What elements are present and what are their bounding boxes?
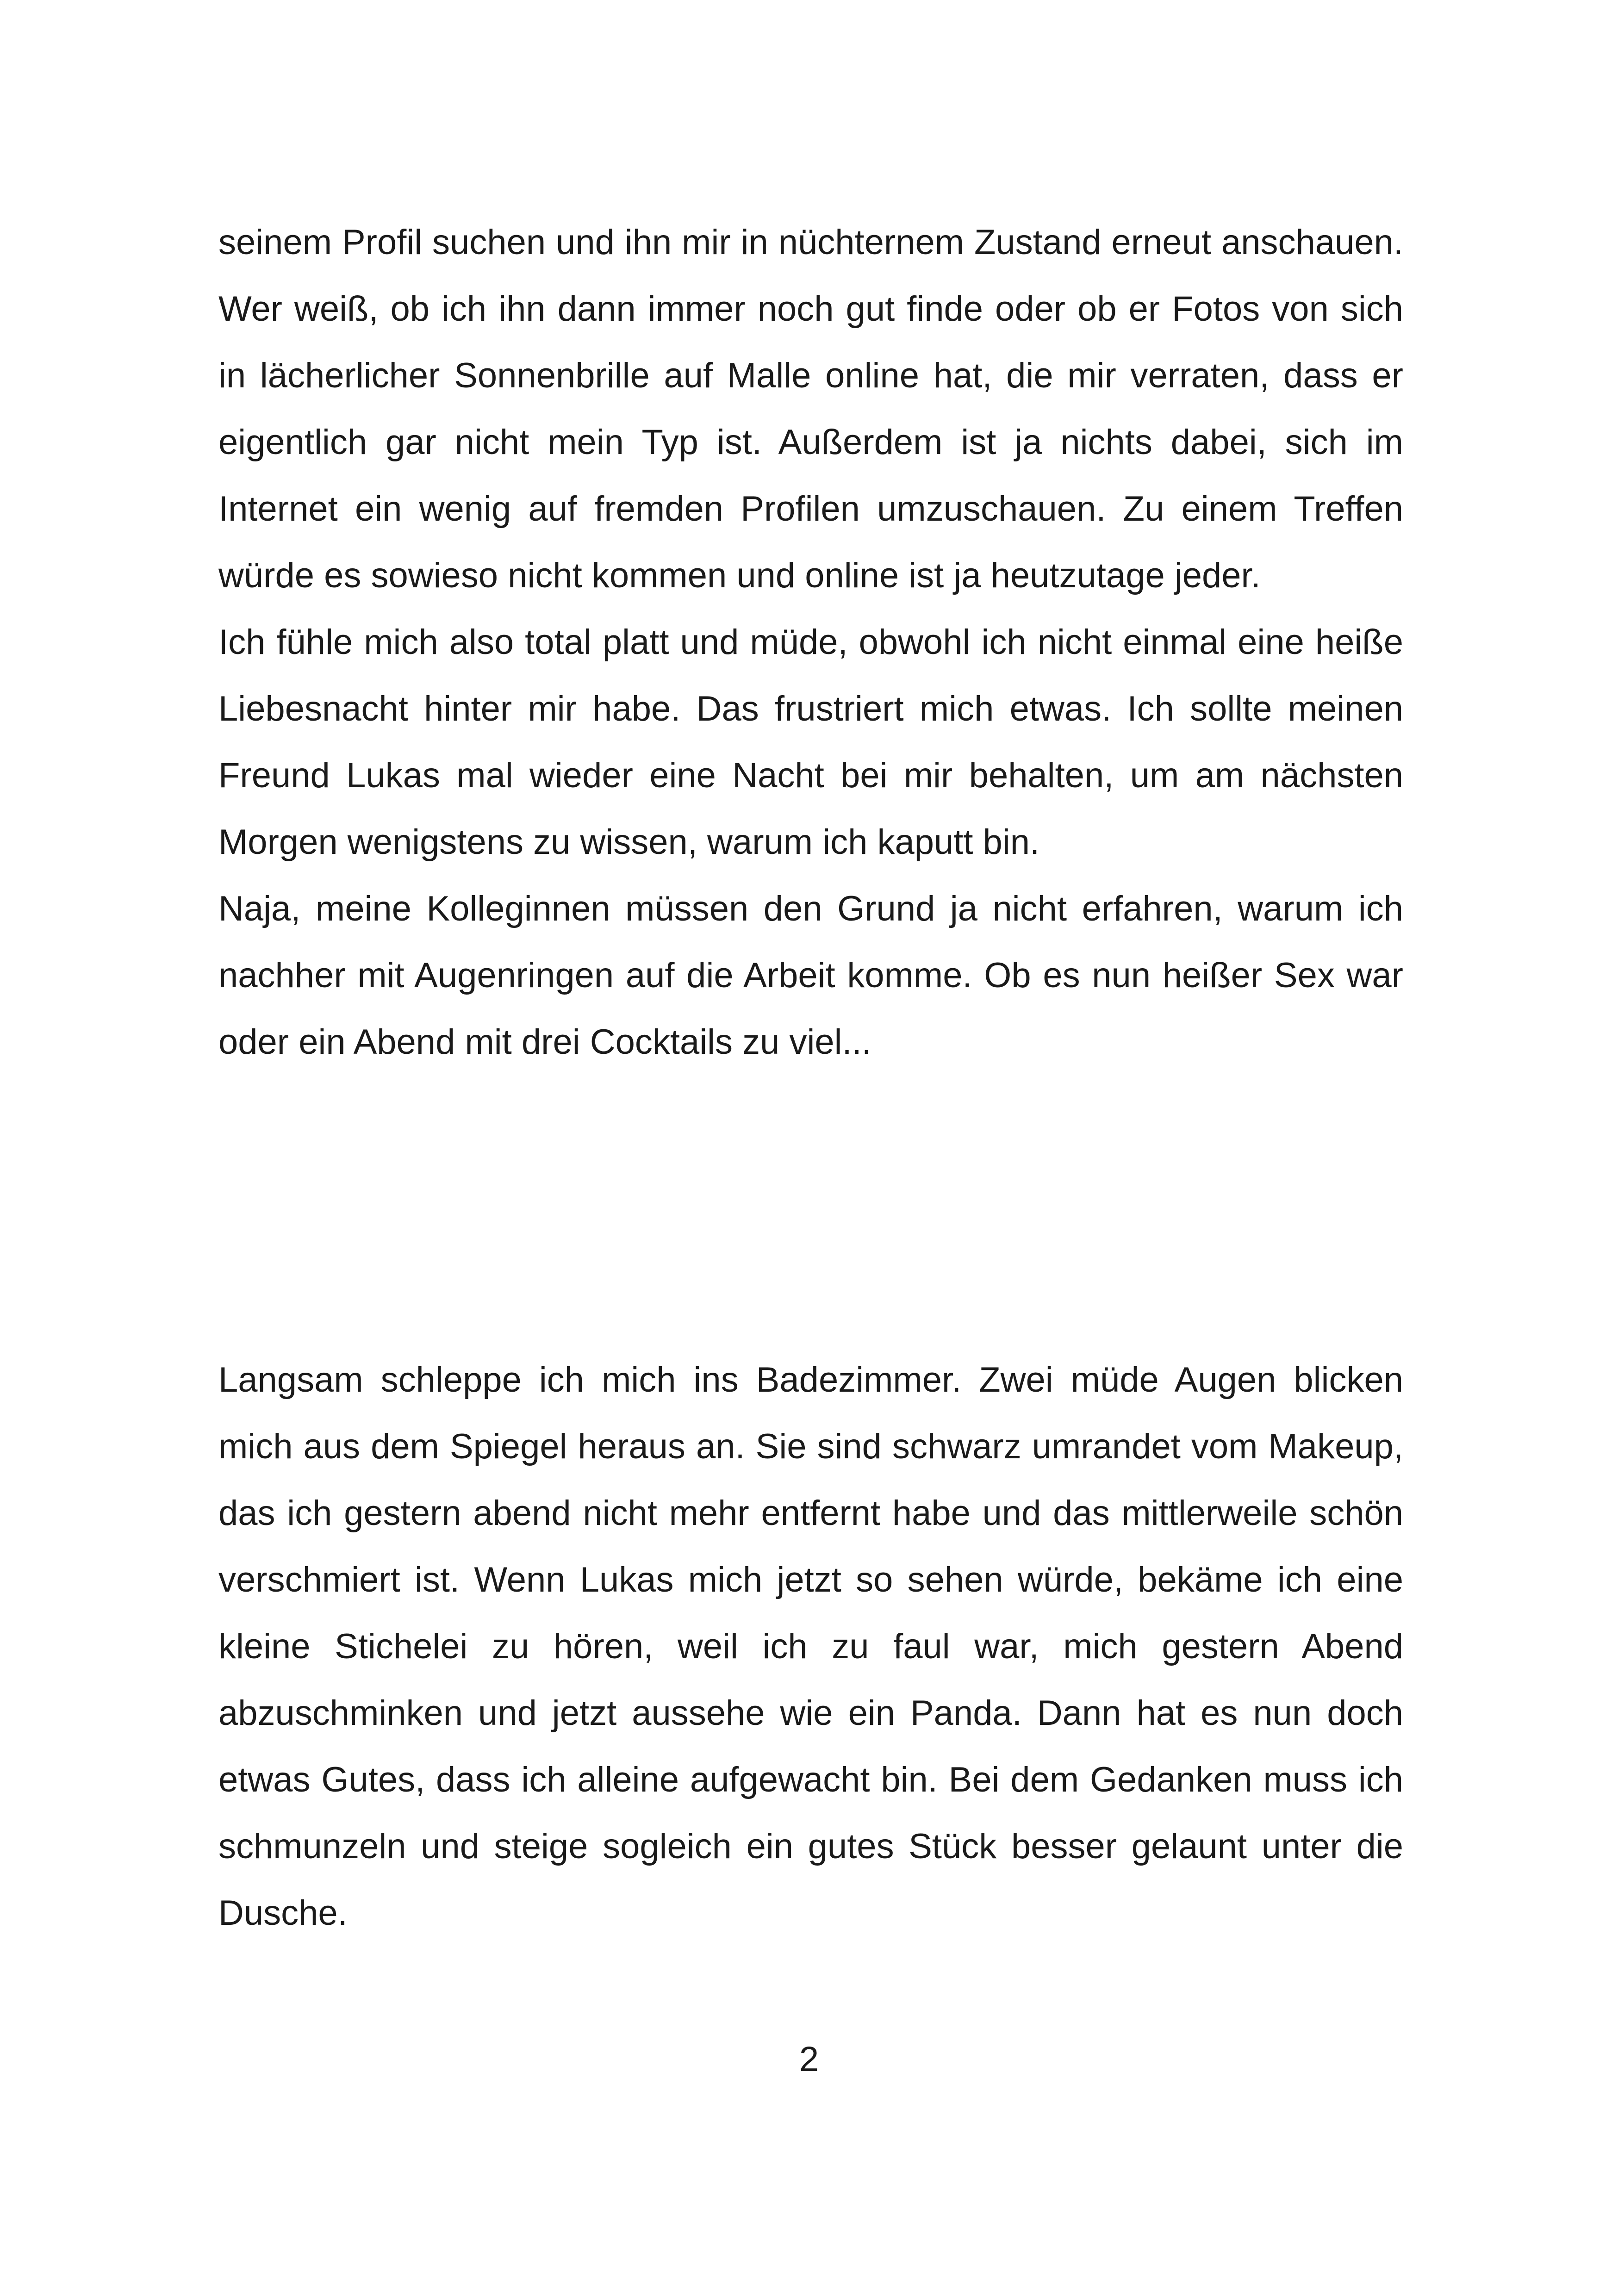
text-section-2: [218, 1347, 1403, 1947]
paragraph: Ich fühle mich also total platt und müde, obwohl ich nicht einmal eine heiße Liebesnacht hinter mir habe. Das frustriert mich etwas. Ich sollte meinen Freund Lukas mal wieder eine Nacht bei mir behalten, um am nächsten Morgen wenigstens zu wissen, warum ich kaputt bin.: [218, 622, 1403, 862]
paragraph: Langsam schleppe ich mich ins Badezimmer. Zwei müde Augen blicken mich aus dem Spiegel heraus an. Sie sind schwarz umrandet vom Makeup, das ich gestern abend nicht mehr entfernt habe und das mittlerweile schön verschmiert ist. Wenn Lukas mich jetzt so sehen würde, bekäme ich eine kleine Stichelei zu hören, weil ich zu faul war, mich gestern Abend abzuschminken und jetzt aussehe wie ein Panda. Dann hat es nun doch etwas Gutes, dass ich alleine aufgewacht bin. Bei dem Gedanken muss ich schmunzeln und steige sogleich ein gutes Stück besser gelaunt unter die Dusche.: [218, 1360, 1403, 1933]
page-number: 2: [799, 2040, 819, 2079]
paragraph: Naja, meine Kolleginnen müssen den Grund ja nicht erfahren, warum ich nachher mit Augenringen auf die Arbeit komme. Ob es nun heißer Sex war oder ein Abend mit drei Cocktails zu viel...: [218, 889, 1403, 1062]
text-section-1: [218, 209, 1403, 1076]
paragraph: seinem Profil suchen und ihn mir in nüchternem Zustand erneut anschauen. Wer weiß, ob ich ihn dann immer noch gut finde oder ob er Fotos von sich in lächerlicher Sonnenbrille auf Malle online hat, die mir verraten, dass er eigentlich gar nicht mein Typ ist. Außerdem ist ja nichts dabei, sich im Internet ein wenig auf fremden Profilen umzuschauen. Zu einem Treffen würde es sowieso nicht kommen und online ist ja heutzutage jeder.: [218, 223, 1403, 595]
